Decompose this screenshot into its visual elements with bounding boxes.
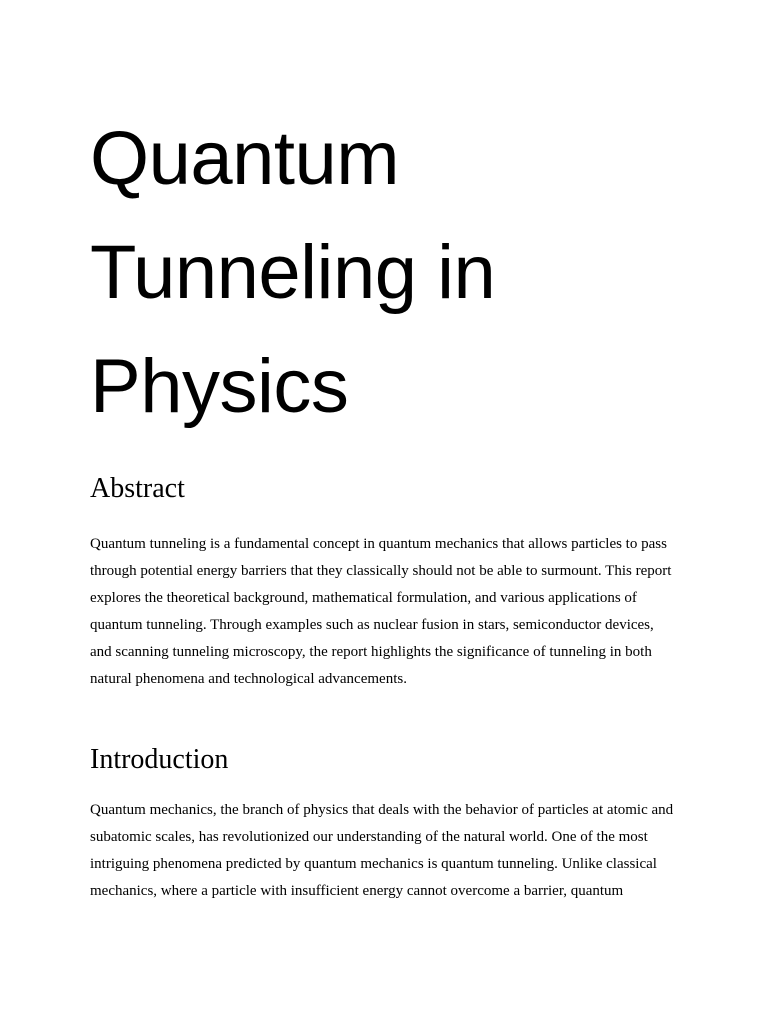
text-line: subatomic scales, has revolutionized our understanding of the natural world. One of the most — [90, 829, 648, 845]
text-line: quantum tunneling. Through examples such as nuclear fusion in stars, semiconductor devices, — [90, 617, 654, 633]
text-line: through potential energy barriers that they classically should not be able to surmount. This report — [90, 563, 672, 579]
title-line: Quantum — [90, 116, 400, 201]
text-line: Quantum tunneling is a fundamental concept in quantum mechanics that allows particles to pass — [90, 536, 667, 552]
text-line: and scanning tunneling microscopy, the report highlights the significance of tunneling in both — [90, 644, 652, 660]
title-line: Physics — [90, 344, 349, 429]
introduction-paragraph — [90, 797, 690, 905]
abstract-heading: Abstract — [90, 473, 185, 504]
text-line: Quantum mechanics, the branch of physics that deals with the behavior of particles at atomic and — [90, 802, 674, 818]
introduction-heading: Introduction — [90, 744, 229, 775]
text-line: mechanics, where a particle with insufficient energy cannot overcome a barrier, quantum — [90, 883, 624, 899]
abstract-paragraph — [90, 531, 690, 693]
document-title — [90, 102, 710, 444]
text-line: explores the theoretical background, mathematical formulation, and various applications of — [90, 590, 637, 606]
title-line: Tunneling in — [90, 230, 496, 315]
text-line: natural phenomena and technological advancements. — [90, 671, 407, 687]
text-line: intriguing phenomena predicted by quantum mechanics is quantum tunneling. Unlike classical — [90, 856, 657, 872]
